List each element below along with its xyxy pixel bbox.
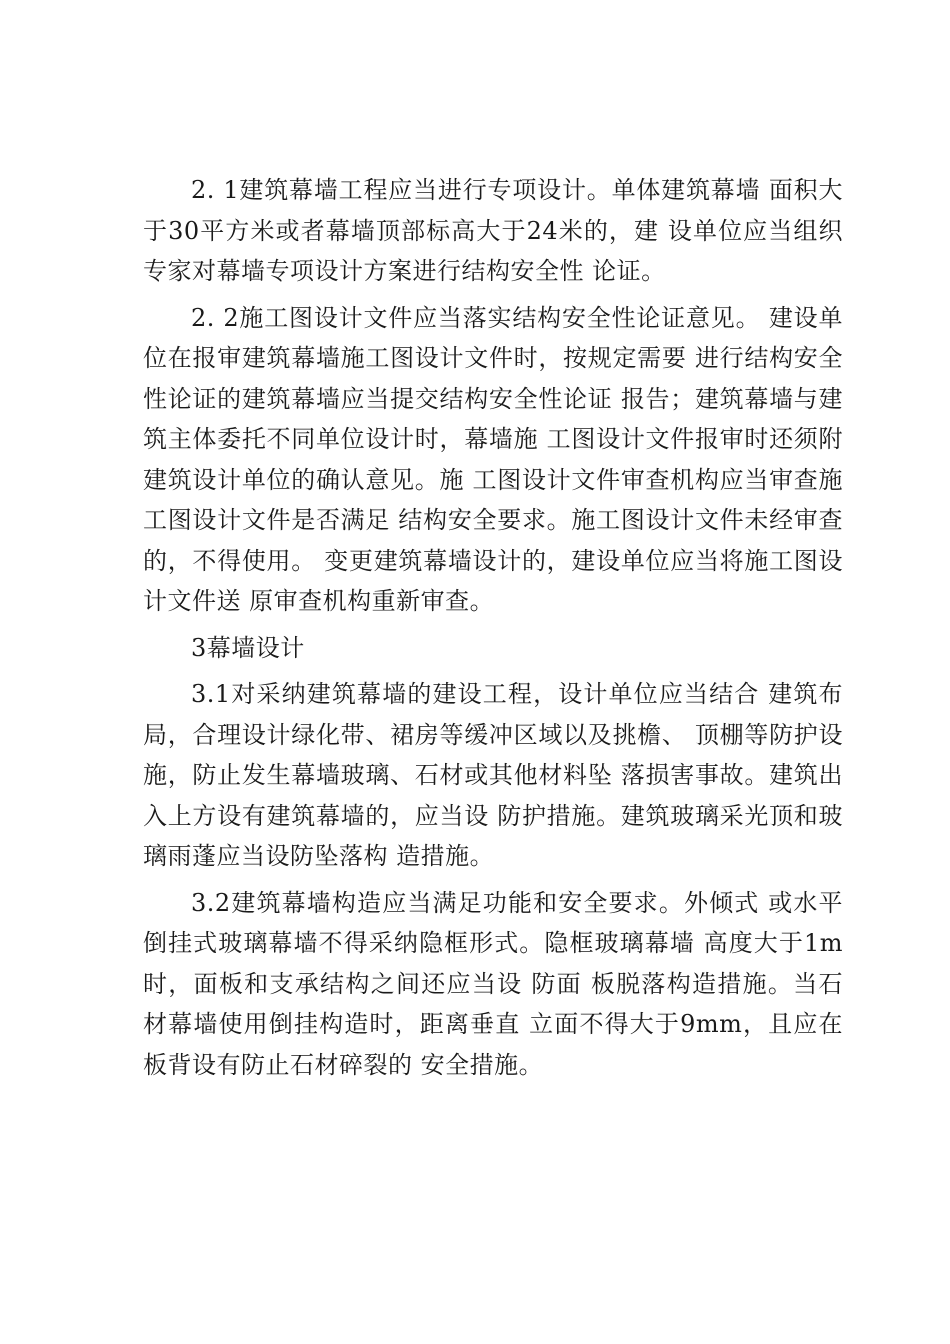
paragraph-3-2: 3.2建筑幕墙构造应当满足功能和安全要求。外倾式 或水平倒挂式玻璃幕墙不得采纳隐框形式。隐框玻璃幕墙 高度大于1m时，面板和支承结构之间还应当设 防面 板脱落构造措施。当石材幕墙使用倒挂构造时，距离垂直 立面不得大于9mm，且应在板背设有防止石材碎裂的 安全措施。 [143,888,843,1079]
document-page [143,170,843,1085]
paragraph-3-1: 3.1对采纳建筑幕墙的建设工程，设计单位应当结合 建筑布局，合理设计绿化带、裙房等缓冲区域以及挑檐、 顶棚等防护设施，防止发生幕墙玻璃、石材或其他材料坠 落损害事故。建筑出入上方设有建筑幕墙的，应当设 防护措施。建筑玻璃采光顶和玻璃雨蓬应当设防坠落构 造措施。 [143,680,843,870]
section-heading-3: 3幕墙设计 [191,633,305,662]
paragraph-2-2: 2. 2施工图设计文件应当落实结构安全性论证意见。 建设单位在报审建筑幕墙施工图设计文件时，按规定需要 进行结构安全性论证的建筑幕墙应当提交结构安全性论证 报告；建筑幕墙与建筑主体委托不同单位设计时，幕墙施 工图设计文件报审时还须附建筑设计单位的确认意见。施 工图设计文件审查机构应当审查施工图设计文件是否满足 结构安全要求。施工图设计文件未经审查的，不得使用。 变更建筑幕墙设计的，建设单位应当将施工图设计文件送 原审查机构重新审查。 [143,303,843,615]
paragraph-2-1: 2. 1建筑幕墙工程应当进行专项设计。单体建筑幕墙 面积大于30平方米或者幕墙顶部标高大于24米的，建 设单位应当组织专家对幕墙专项设计方案进行结构安全性 论证。 [143,176,843,285]
